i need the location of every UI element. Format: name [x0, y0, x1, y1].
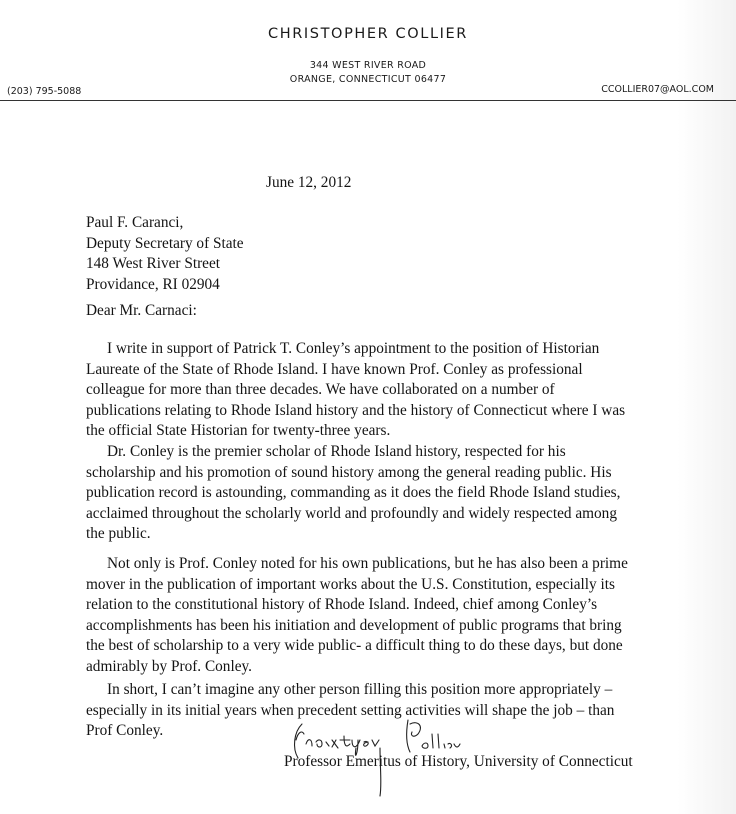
paragraph-line: scholarship and his promotion of sound history among the general reading public. His: [86, 463, 612, 481]
recipient-city: Providance, RI 02904: [86, 275, 220, 293]
paragraph-1: [86, 339, 726, 442]
paragraph-line: acclaimed throughout the scholarly world and profoundly and widely respected among: [86, 504, 617, 522]
signature-title: Professor Emeritus of History, University of Connecticut: [284, 753, 633, 770]
paragraph-line: I write in support of Patrick T. Conley’s appointment to the position of Historian: [107, 340, 600, 357]
letterhead-address-line2: ORANGE, CONNECTICUT 06477: [289, 74, 447, 85]
letter-date: June 12, 2012: [266, 174, 352, 191]
paragraph-line: admirably by Prof. Conley.: [86, 657, 252, 675]
paragraph-line: accomplishments has been his initiation and development of public programs that bring: [86, 616, 622, 634]
recipient-address: [86, 213, 244, 295]
paragraph-line: Not only is Prof. Conley noted for his own publications, but he has also been a prime: [107, 555, 628, 572]
recipient-title: Deputy Secretary of State: [86, 234, 244, 252]
paragraph-line: relation to the constitutional history of Rhode Island. Indeed, chief among Conley’s: [86, 596, 598, 613]
letterhead-divider: [0, 100, 736, 101]
letterhead-address-line1: 344 WEST RIVER ROAD: [309, 60, 427, 71]
paragraph-3: [86, 554, 726, 677]
salutation: Dear Mr. Carnaci:: [86, 302, 197, 319]
letterhead-phone: (203) 795-5088: [7, 86, 82, 97]
paragraph-line: In short, I can’t imagine any other person filling this position more appropriately –: [107, 681, 613, 698]
letterhead-name: CHRISTOPHER COLLIER: [268, 26, 468, 42]
recipient-name: Paul F. Caranci,: [86, 214, 184, 231]
paragraph-line: mover in the publication of important works about the U.S. Constitution, especially its: [86, 575, 615, 593]
letterhead-email: CCOLLIER07@AOL.COM: [601, 84, 714, 95]
paragraph-line: the public.: [86, 525, 151, 542]
paragraph-line: Laureate of the State of Rhode Island. I have known Prof. Conley as professional: [86, 360, 583, 378]
paragraph-line: colleague for more than three decades. We have collaborated on a number of: [86, 381, 555, 398]
paragraph-line: Dr. Conley is the premier scholar of Rhode Island history, respected for his: [107, 443, 566, 460]
paragraph-line: publications relating to Rhode Island history and the history of Connecticut where I was: [86, 401, 626, 419]
paragraph-line: the official State Historian for twenty-three years.: [86, 422, 391, 439]
paragraph-2: [86, 442, 726, 545]
paragraph-line: publication record is astounding, commanding as it does the field Rhode Island studies,: [86, 484, 621, 501]
paragraph-line: Prof Conley.: [86, 722, 164, 739]
paragraph-line: especially in its initial years when precedent setting activities will shape the job – than: [86, 701, 615, 719]
recipient-street: 148 West River Street: [86, 255, 221, 272]
paragraph-line: the best of scholarship to a very wide public- a difficult thing to do these days, but done: [86, 637, 623, 654]
